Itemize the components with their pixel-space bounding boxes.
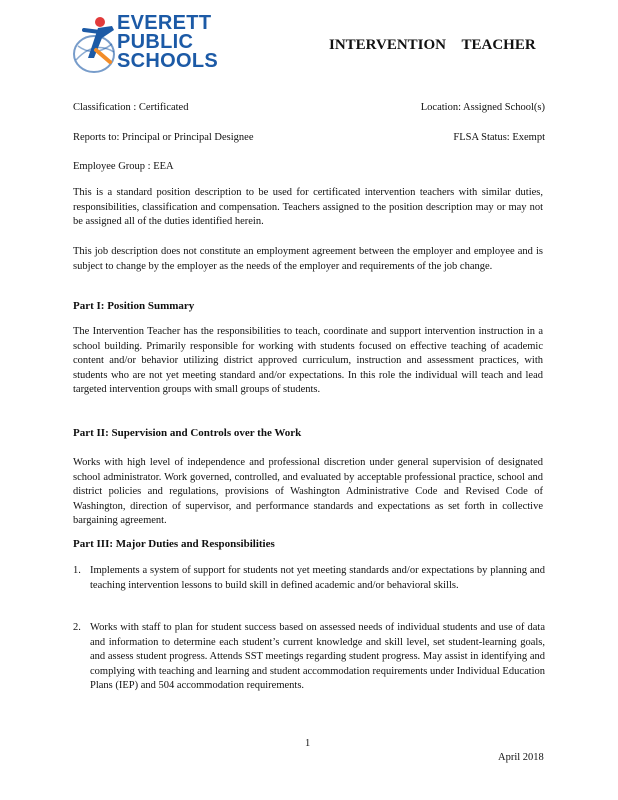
- classification-text: Classification : Certificated: [73, 102, 189, 113]
- list-item-text: Works with staff to plan for student success based on assessed needs of individual students and use of data and information to determine each student’s current knowledge and skill level, set student-learning goals, and assess student progress. Attends SST meetings regarding student progress. May assist in identifying and complying with teaching and learning and student accommodation requirements under Individual Education Plans (IEP) and 504 accommodation requirements.: [90, 622, 545, 692]
- intro-paragraph-2: This job description does not constitute an employment agreement between the employer and employee and is subject to change by the employer as the needs of the employer and requirements of the job change.: [73, 246, 543, 272]
- reports-row: [73, 132, 545, 143]
- flsa-text: FLSA Status: Exempt: [453, 132, 545, 143]
- logo-wordmark: [117, 14, 218, 71]
- employee-group-text: Employee Group : EEA: [73, 161, 174, 172]
- district-logo: [70, 10, 245, 80]
- reports-to-text: Reports to: Principal or Principal Designee: [73, 132, 254, 143]
- list-item: [73, 564, 545, 593]
- part2-paragraph: Works with high level of independence and professional discretion under general supervision of designated school administrator. Work governed, controlled, and evaluated by acceptable professional practice, school and district policies and regulations, provisions of Washington Administrative Code and Revised Code of Washington, direction of supervisor, and performance standards and expectations as set forth in collective bargaining agreement.: [73, 457, 543, 527]
- part1-paragraph: The Intervention Teacher has the responsibilities to teach, coordinate and support intervention instruction in a school building. Primarily responsible for working with students focused on effective teaching of academic content and/or behavior utilizing district approved curriculum, instruction and assessment practices, with students who are not yet meeting standard and/or expectations. In this role the individual will teach and lead targeted intervention groups with small groups of students.: [73, 326, 543, 396]
- list-item-text: Implements a system of support for students not yet meeting standards and/or expectations by planning and teaching intervention lessons to build skill in defined academic and/or behavioral skills.: [90, 565, 545, 591]
- list-item-number: 2.: [73, 622, 81, 633]
- logo-line-3: SCHOOLS: [117, 50, 218, 72]
- logo-line-1: EVERETT: [117, 12, 212, 34]
- list-item: [73, 621, 545, 694]
- classification-row: [73, 102, 545, 113]
- revision-date: April 2018: [498, 752, 544, 763]
- employee-group-row: [73, 161, 545, 172]
- part1-heading: Part I: Position Summary: [73, 300, 195, 312]
- location-text: Location: Assigned School(s): [420, 102, 545, 113]
- list-item-number: 1.: [73, 565, 81, 576]
- part2-heading: Part II: Supervision and Controls over the Work: [73, 427, 302, 439]
- logo-line-2: PUBLIC: [117, 31, 194, 53]
- page-title: INTERVENTION TEACHER: [329, 37, 536, 53]
- page-number: 1: [305, 738, 311, 749]
- part3-heading: Part III: Major Duties and Responsibilities: [73, 538, 275, 550]
- intro-paragraph-1: This is a standard position description to be used for certificated intervention teachers with similar duties, responsibilities, classification and compensation. Teachers assigned to the position description may or may not be assigned all of the duties identified herein.: [73, 187, 543, 228]
